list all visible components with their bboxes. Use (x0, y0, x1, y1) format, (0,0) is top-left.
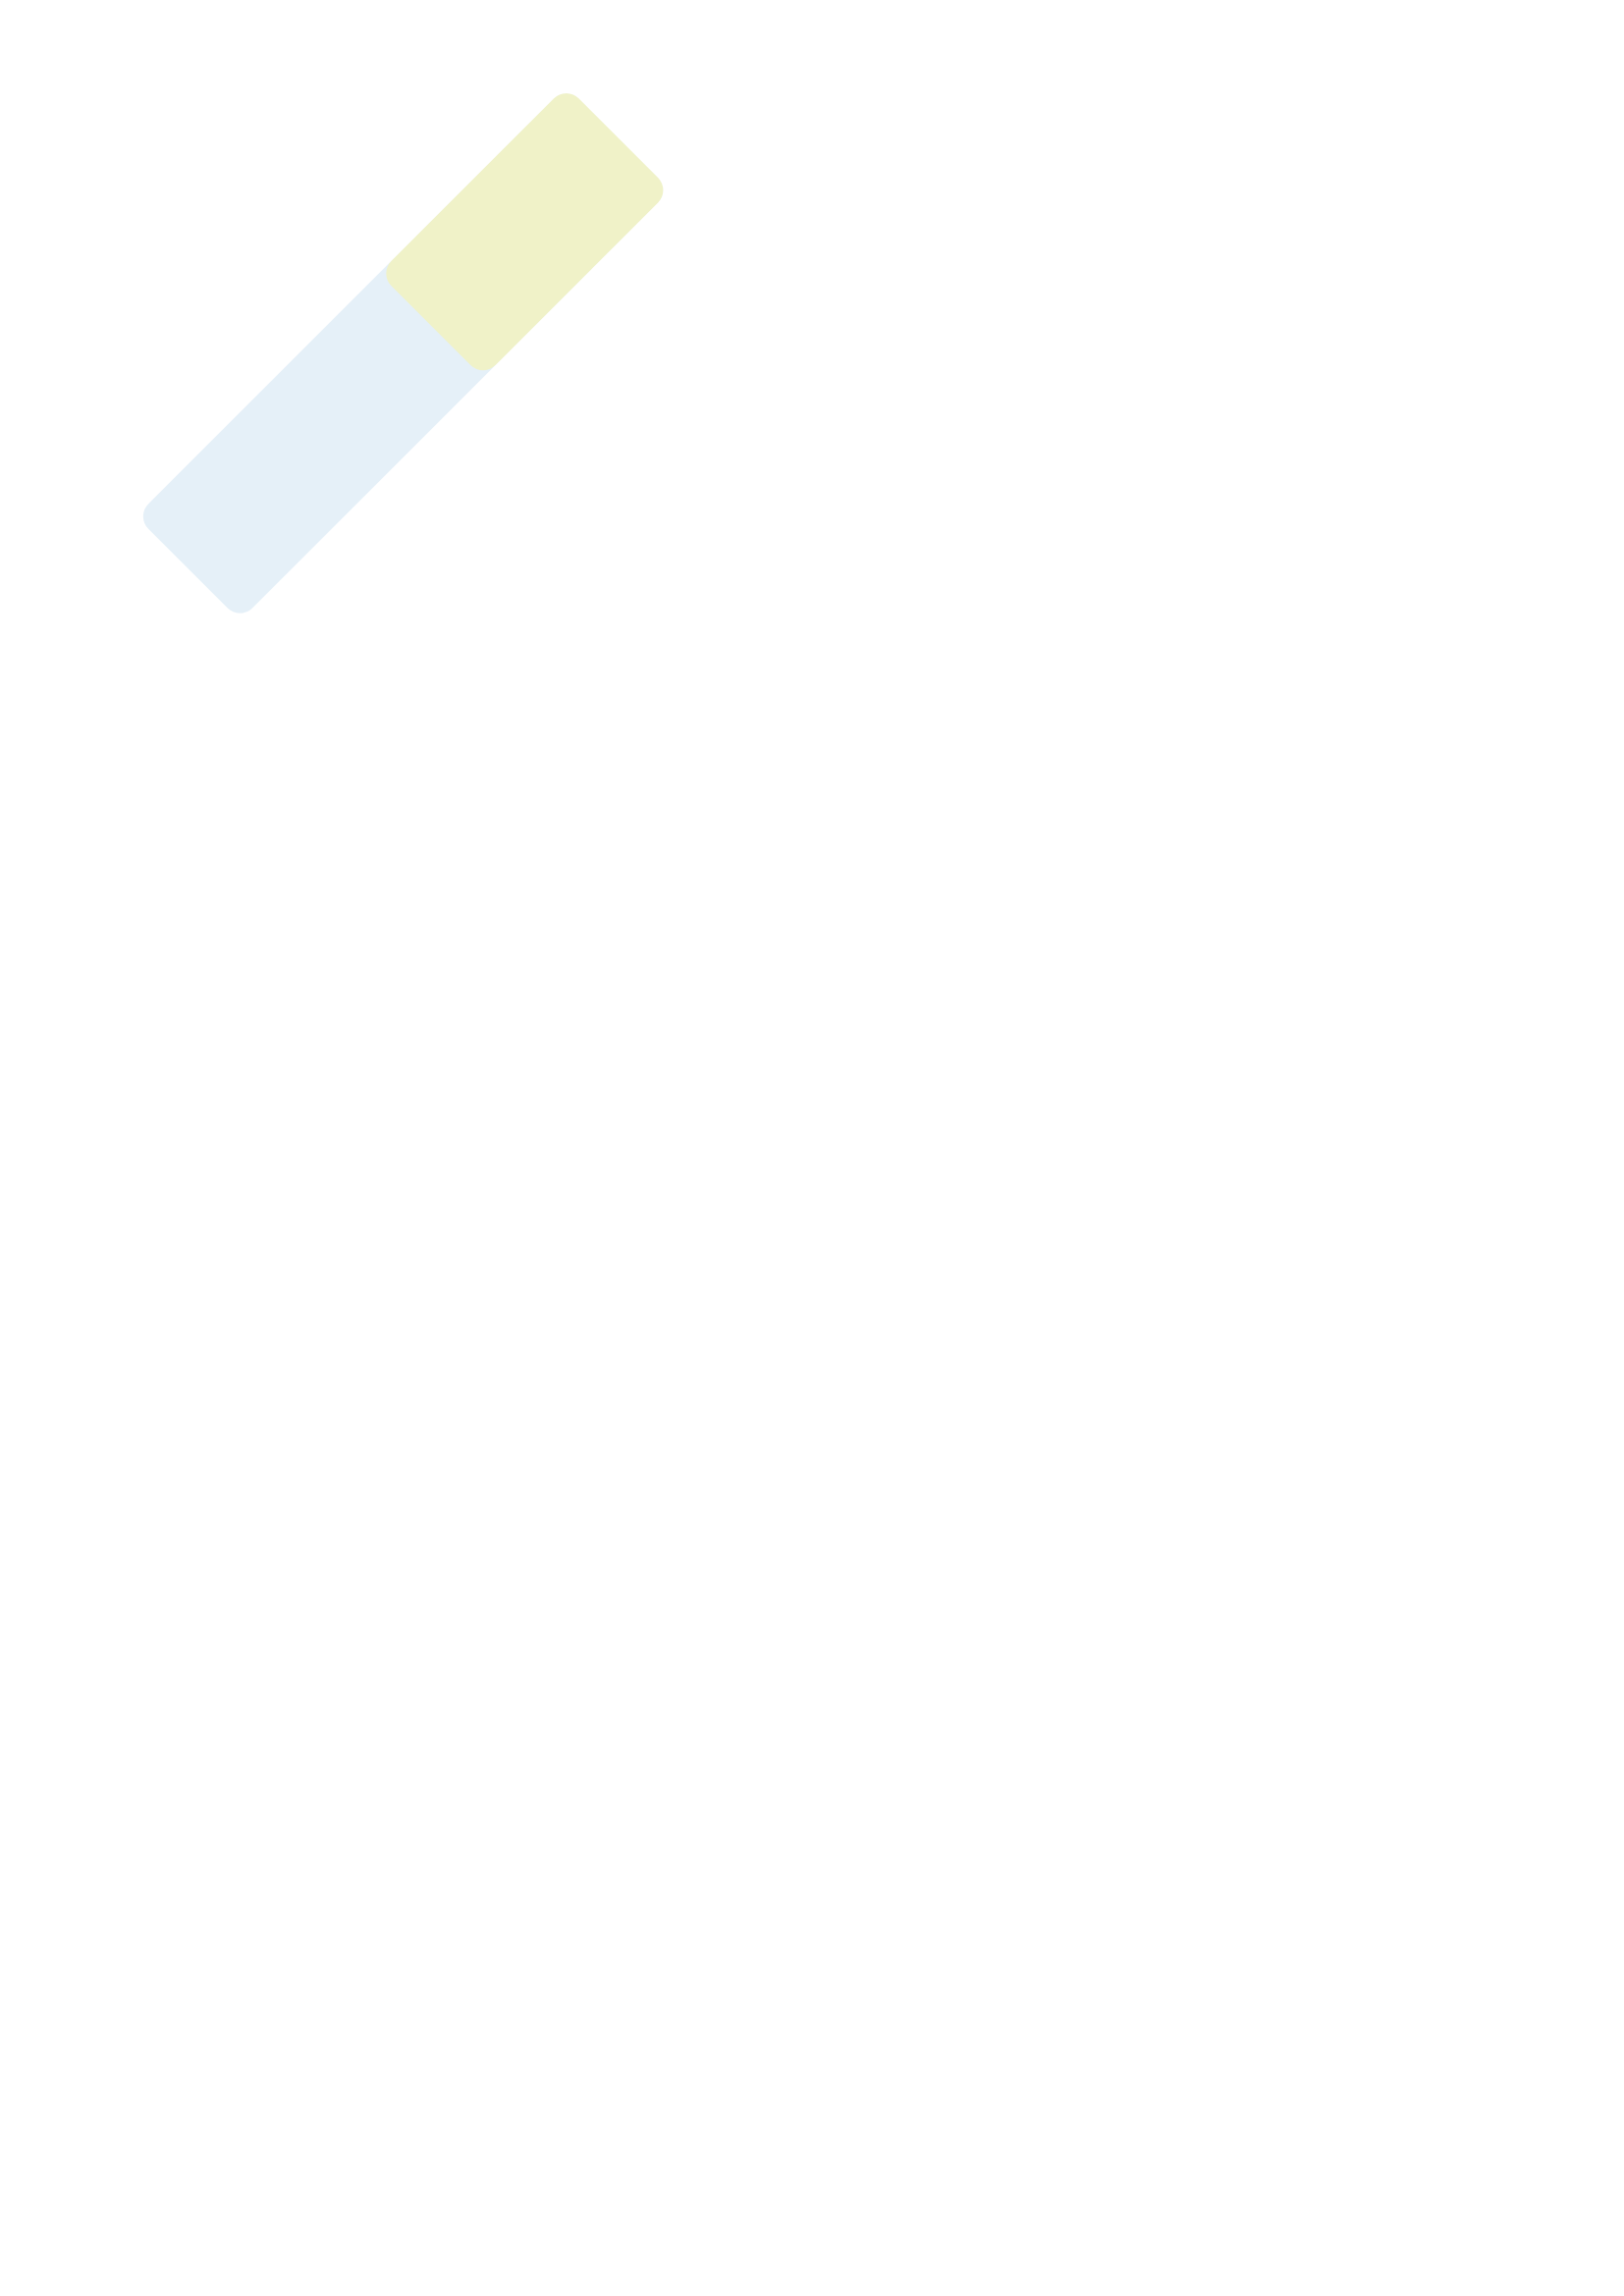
watermark-banner-accent (379, 86, 671, 378)
watermark-logo-group (135, 86, 670, 620)
watermark-banner (135, 86, 670, 620)
watermark-logo (20, 59, 766, 766)
